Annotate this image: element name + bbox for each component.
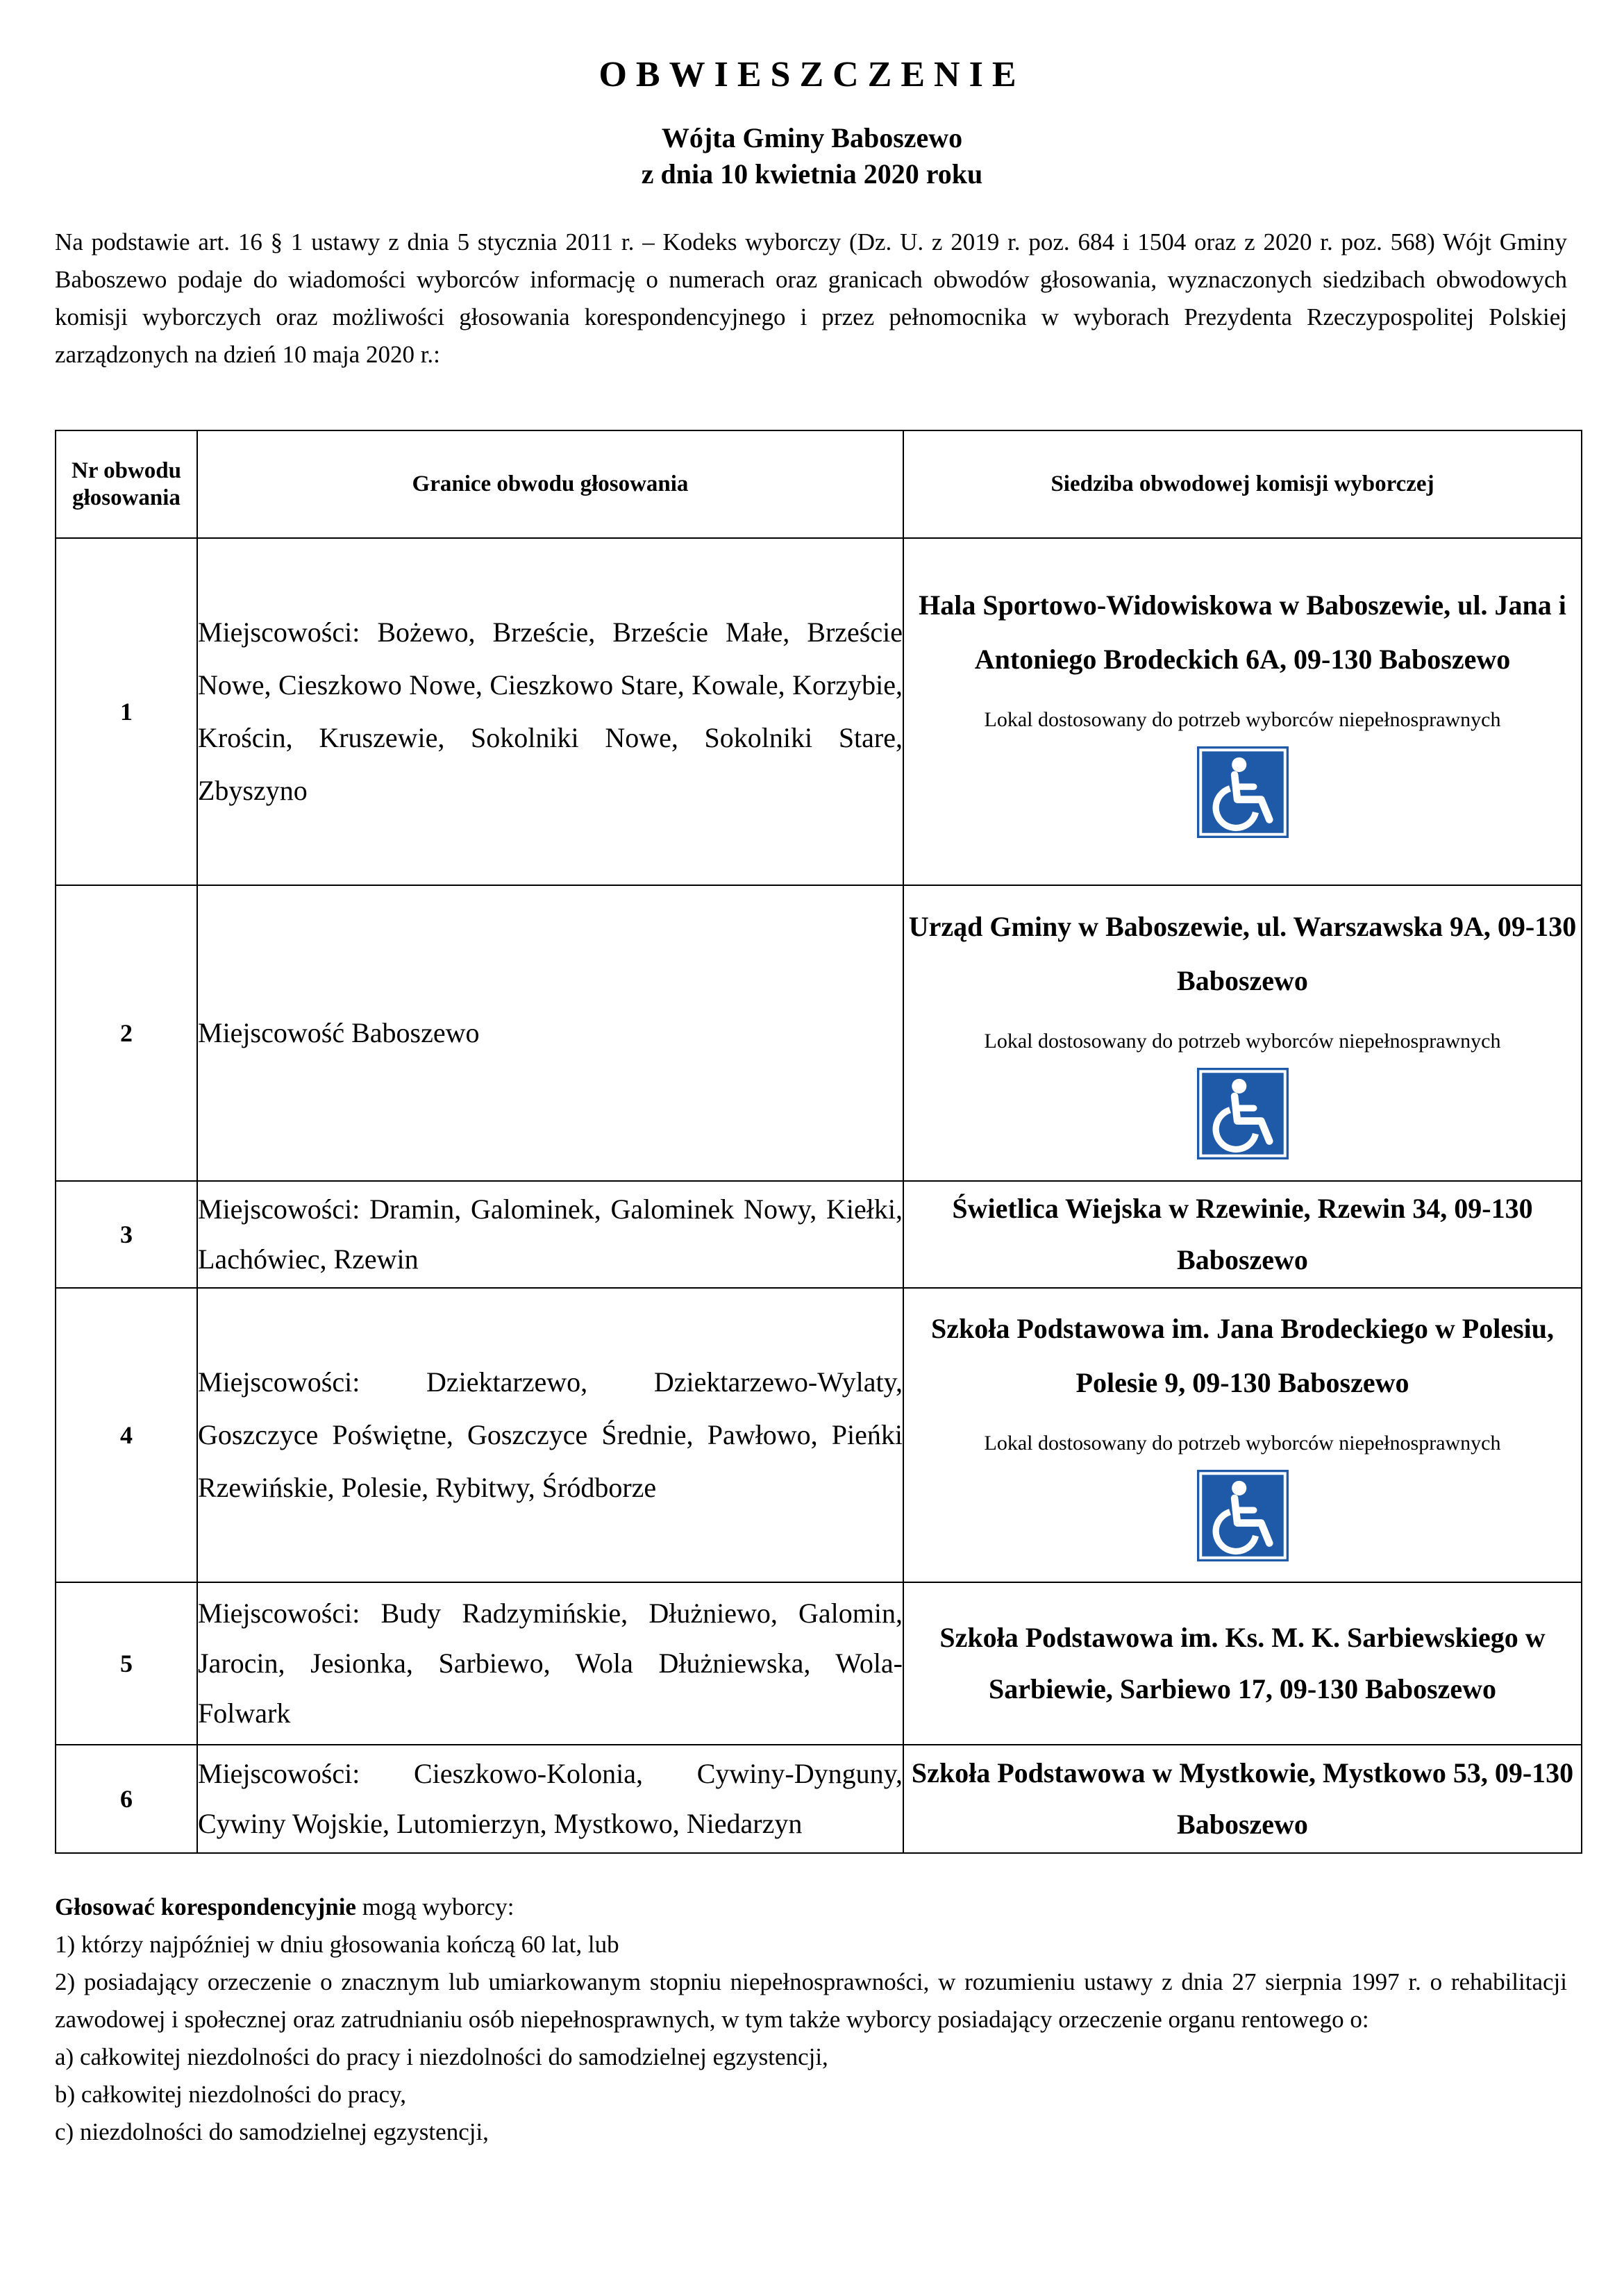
district-number: 4	[56, 1288, 197, 1582]
intro-text: Na podstawie art. 16 § 1 ustawy z dnia 5 stycznia 2011 r. – Kodeks wyborczy (Dz. U. z 2019 r. poz. 684 i 1504 oraz z 2020 r. poz. 568) Wójt Gminy Baboszewo podaje do wiadomości wyborców informację o numerach oraz granicach obwodów głosowania, wyznaczonych siedzibach obwodowych komisji wyborczych oraz możliwości głosowania korespondencyjnego i przez pełnomocnika w wyborach Prezydenta Rzeczypospolitej Polskiej zarządzonych na dzień 10 maja 2020 r.:	[55, 228, 1567, 368]
list-item: b) całkowitej niezdolności do pracy,	[55, 2081, 407, 2108]
list-item: c) niezdolności do samodzielnej egzystencji,	[55, 2118, 489, 2145]
header-granice: Granice obwodu głosowania	[197, 430, 903, 538]
district-boundaries: Miejscowości: Bożewo, Brzeście, Brzeście Małe, Brzeście Nowe, Cieszkowo Nowe, Cieszkowo Stare, Kowale, Korzybie, Krościn, Kruszewie, Sokolniki Nowe, Sokolniki Stare, Zbyszyno	[197, 538, 903, 885]
table-row	[56, 1288, 1582, 1582]
date-line: z dnia 10 kwietnia 2020 roku	[641, 158, 983, 190]
accessible-note: Lokal dostosowany do potrzeb wyborców niepełnosprawnych	[984, 708, 1501, 731]
table-row	[56, 1181, 1582, 1288]
table-row	[56, 538, 1582, 885]
district-boundaries: Miejscowość Baboszewo	[197, 885, 903, 1181]
table-header-row	[56, 430, 1582, 538]
header-nr: Nr obwodu głosowania	[56, 430, 197, 538]
district-boundaries: Miejscowości: Budy Radzymińskie, Dłużniewo, Galomin, Jarocin, Jesionka, Sarbiewo, Wola Dłużniewska, Wola-Folwark	[197, 1582, 903, 1745]
district-boundaries: Miejscowości: Cieszkowo-Kolonia, Cywiny-Dynguny, Cywiny Wojskie, Lutomierzyn, Mystkowo, Niedarzyn	[197, 1745, 903, 1853]
district-boundaries: Miejscowości: Dziektarzewo, Dziektarzewo-Wylaty, Goszczyce Poświętne, Goszczyce Średnie, Pawłowo, Pieńki Rzewińskie, Polesie, Rybitwy, Śródborze	[197, 1288, 903, 1582]
correspondence-lead-rest: mogą wyborcy:	[355, 1893, 514, 1920]
commission-address: Szkoła Podstawowa im. Ks. M. K. Sarbiewskiego w Sarbiewie, Sarbiewo 17, 09-130 Baboszewo	[939, 1622, 1546, 1704]
commission-address: Szkoła Podstawowa w Mystkowie, Mystkowo 53, 09-130 Baboszewo	[911, 1757, 1574, 1840]
table-row	[56, 1582, 1582, 1745]
intro-paragraph	[55, 224, 1567, 374]
correspondence-voting-section	[55, 1888, 1567, 2151]
wheelchair-icon	[1197, 1068, 1289, 1159]
header-siedziba: Siedziba obwodowej komisji wyborczej	[903, 430, 1582, 538]
commission-seat	[903, 538, 1582, 885]
districts-table	[55, 430, 1582, 1854]
wheelchair-icon	[1197, 746, 1289, 838]
list-item: 1) którzy najpóźniej w dniu głosowania kończą 60 lat, lub	[55, 1931, 619, 1958]
accessible-note: Lokal dostosowany do potrzeb wyborców niepełnosprawnych	[984, 1432, 1501, 1455]
commission-seat	[903, 1745, 1582, 1853]
correspondence-lead	[55, 1888, 1567, 1926]
commission-address: Świetlica Wiejska w Rzewinie, Rzewin 34, 09-130 Baboszewo	[952, 1193, 1533, 1275]
commission-seat	[903, 885, 1582, 1181]
accessible-note: Lokal dostosowany do potrzeb wyborców niepełnosprawnych	[984, 1030, 1501, 1053]
table-row	[56, 885, 1582, 1181]
commission-address: Hala Sportowo-Widowiskowa w Baboszewie, ul. Jana i Antoniego Brodeckich 6A, 09-130 Baboszewo	[919, 589, 1566, 675]
document-title: OBWIESZCZENIE	[598, 55, 1026, 94]
district-boundaries: Miejscowości: Dramin, Galominek, Galominek Nowy, Kiełki, Lachówiec, Rzewin	[197, 1181, 903, 1288]
district-number: 1	[56, 538, 197, 885]
commission-address: Szkoła Podstawowa im. Jana Brodeckiego w Polesiu, Polesie 9, 09-130 Baboszewo	[930, 1313, 1555, 1398]
correspondence-lead-bold: Głosować korespondencyjnie	[55, 1893, 356, 1920]
issuer-line: Wójta Gminy Baboszewo	[661, 122, 963, 153]
wheelchair-icon	[1197, 1470, 1289, 1561]
district-number: 6	[56, 1745, 197, 1853]
commission-address: Urząd Gminy w Baboszewie, ul. Warszawska 9A, 09-130 Baboszewo	[908, 911, 1577, 996]
commission-seat	[903, 1181, 1582, 1288]
commission-seat	[903, 1582, 1582, 1745]
table-row	[56, 1745, 1582, 1853]
district-number: 5	[56, 1582, 197, 1745]
list-item: 2) posiadający orzeczenie o znacznym lub umiarkowanym stopniu niepełnosprawności, w rozumieniu ustawy z dnia 27 sierpnia 1997 r. o rehabilitacji zawodowej i społecznej oraz zatrudnianiu osób niepełnosprawnych, w tym także wyborcy posiadający orzeczenie organu rentowego o:	[55, 1968, 1567, 2033]
district-number: 2	[56, 885, 197, 1181]
district-number: 3	[56, 1181, 197, 1288]
commission-seat	[903, 1288, 1582, 1582]
list-item: a) całkowitej niezdolności do pracy i niezdolności do samodzielnej egzystencji,	[55, 2043, 828, 2070]
